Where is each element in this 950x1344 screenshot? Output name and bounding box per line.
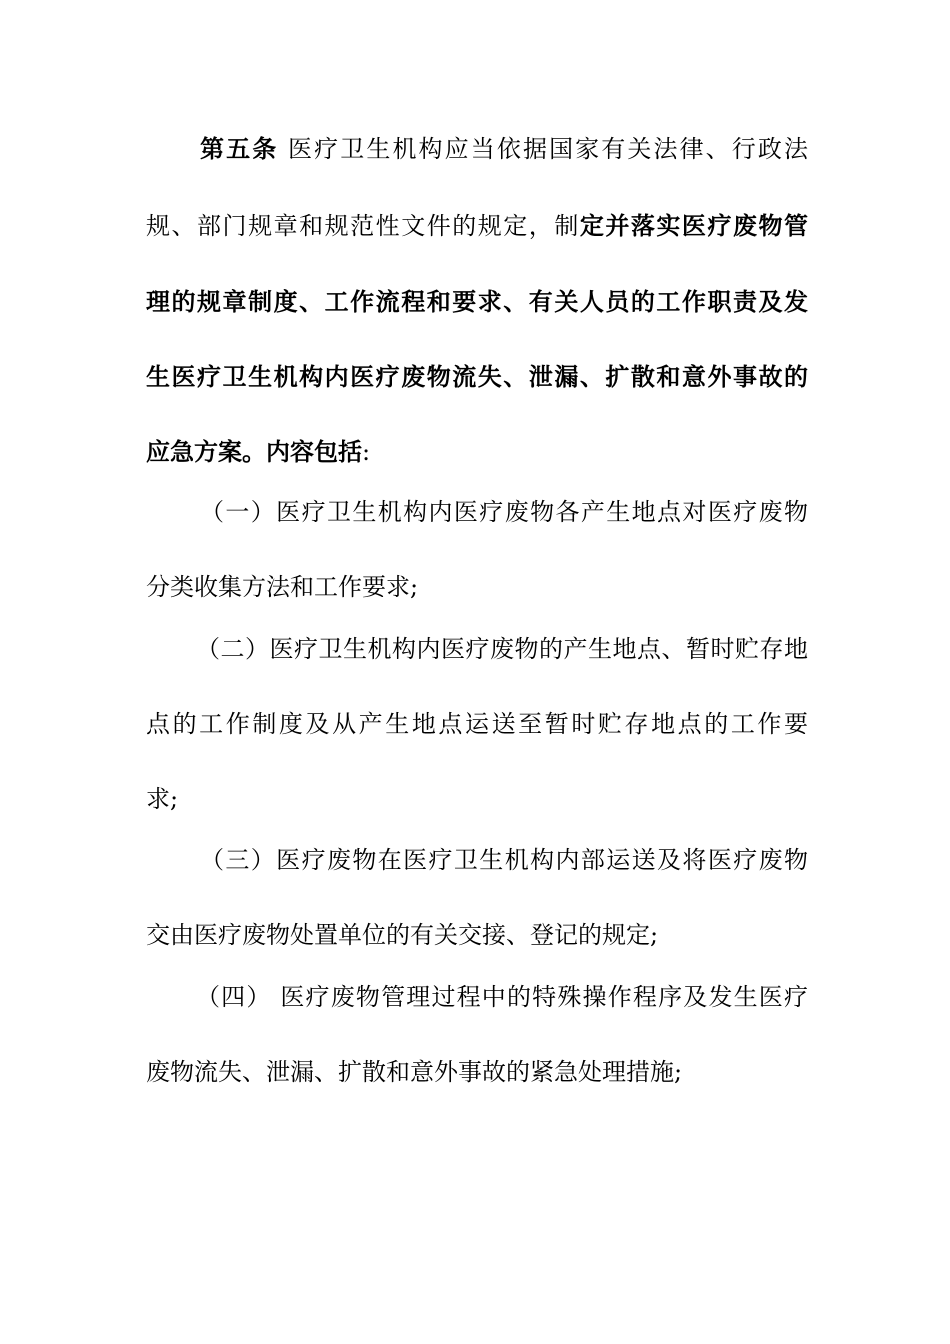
- article-text: 医疗卫生机构应当依据国家有关法律、行政法: [278, 135, 808, 163]
- item-3-line-1: （三）医疗废物在医疗卫生机构内部运送及将医疗废物: [200, 846, 808, 874]
- item-1-line-2: 分类收集方法和工作要求;: [146, 573, 419, 601]
- item-2-line-1: （二）医疗卫生机构内医疗废物的产生地点、暂时贮存地: [196, 635, 808, 663]
- article-line-1: [200, 132, 808, 166]
- item-3-line-2: 交由医疗废物处置单位的有关交接、登记的规定;: [146, 921, 659, 949]
- article-text-bold: 定并落实医疗废物管: [579, 211, 809, 240]
- article-text: 规、部门规章和规范性文件的规定，制: [146, 212, 580, 240]
- item-1-line-1: （一）医疗卫生机构内医疗废物各产生地点对医疗废物: [200, 498, 808, 526]
- article-line-3: 理的规章制度、工作流程和要求、有关人员的工作职责及发: [146, 287, 808, 316]
- item-2-line-2: 点的工作制度及从产生地点运送至暂时贮存地点的工作要: [146, 710, 808, 738]
- article-line-5: [146, 435, 808, 469]
- item-2-line-3: 求;: [146, 785, 179, 813]
- item-4-line-2: 废物流失、泄漏、扩散和意外事故的紧急处理措施;: [146, 1058, 683, 1086]
- article-colon: :: [362, 438, 371, 466]
- article-text-bold: 应急方案。内容包括: [146, 437, 362, 466]
- article-line-2: [146, 209, 808, 243]
- article-line-4: 生医疗卫生机构内医疗废物流失、泄漏、扩散和意外事故的: [146, 362, 808, 391]
- article-heading: 第五条: [200, 134, 279, 163]
- item-4-line-1: （四） 医疗废物管理过程中的特殊操作程序及发生医疗: [196, 983, 808, 1011]
